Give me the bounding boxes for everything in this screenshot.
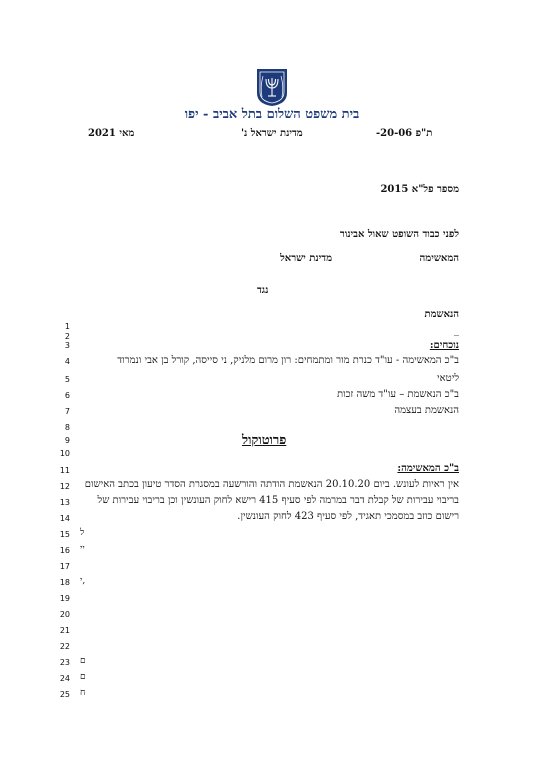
line-number: 3 (64, 341, 70, 350)
line-number: 19 (59, 594, 70, 603)
line-number: 7 (64, 407, 70, 416)
line-number: 24 (59, 674, 70, 683)
defendant-label: הנאשמת (424, 309, 459, 320)
line-number: 13 (59, 498, 70, 507)
case-title: מדינת ישראל נ' (241, 128, 303, 139)
line-number: 16 (59, 546, 70, 555)
separator-mark: _ (454, 325, 459, 336)
margin-mark: ל (80, 528, 85, 538)
line-number: 12 (59, 482, 70, 491)
line-number: 22 (59, 642, 70, 651)
line-number: 15 (59, 530, 70, 539)
prosecution-name: מדינת ישראל (280, 253, 332, 264)
margin-mark: יי (80, 544, 85, 554)
case-reference: ת"פ 20-06- (376, 128, 433, 139)
line-number: 1 (64, 322, 70, 331)
versus-label: נגד (257, 285, 269, 296)
present-line: הנאשמת בעצמה (394, 405, 459, 416)
line-number: 18 (59, 578, 70, 587)
line-number: 5 (64, 375, 70, 384)
line-number: 14 (59, 514, 70, 523)
margin-mark: ם (80, 672, 86, 682)
judge-line: לפני כבוד השופט שאול אבינור (339, 229, 459, 240)
file-number: מספר פל"א 2015 (380, 184, 459, 195)
line-number: 2 (64, 332, 70, 341)
line-number: 21 (59, 626, 70, 635)
hearing-date: מאי 2021 (88, 128, 135, 139)
line-number: 9 (64, 436, 70, 445)
present-heading: נוכחים: (429, 340, 459, 351)
prosecution-label: המאשימה (419, 253, 459, 264)
line-number: 11 (59, 466, 70, 475)
line-number: 20 (59, 610, 70, 619)
paragraph-line: אין ראיות לעונש. ביום 20.10.20 הנאשמת הודתה והורשעה במסגרת הסדר טיעון בכתב האישום (84, 479, 459, 490)
paragraph-line: רישום כוזב במסמכי תאגיד, לפי סעיף 423 לחוק העונשין. (237, 511, 459, 522)
court-name: בית משפט השלום בתל אביב - יפו (184, 107, 360, 122)
paragraph-line: בריבוי עבירות של קבלת דבר במרמה לפי סעיף 415 רישא לחוק העונשין וכן בריבוי עבירות של (97, 495, 459, 506)
line-number: 8 (64, 423, 70, 432)
margin-mark: י, (80, 576, 86, 586)
present-line: ב"כ הנאשמת – עו"ד משה זכות (336, 389, 459, 400)
line-number: 4 (64, 357, 70, 366)
line-number: 23 (59, 658, 70, 667)
protocol-title: פרוטוקול (242, 433, 287, 448)
line-number: 17 (59, 562, 70, 571)
present-line: ליטאי (437, 373, 459, 384)
line-number: 6 (64, 391, 70, 400)
line-number: 25 (59, 690, 70, 699)
margin-mark: ח (80, 688, 86, 698)
state-emblem-icon (254, 67, 290, 107)
prosecution-heading: ב"כ המאשימה: (397, 463, 459, 474)
line-number: 10 (59, 449, 70, 458)
margin-mark: ם (80, 656, 86, 666)
present-line: ב"כ המאשימה - עו"ד כנרת מור ומתמחים: רון מרום מלניק, ני סייסה, קורל בן אבי ונמרוד (117, 355, 459, 366)
